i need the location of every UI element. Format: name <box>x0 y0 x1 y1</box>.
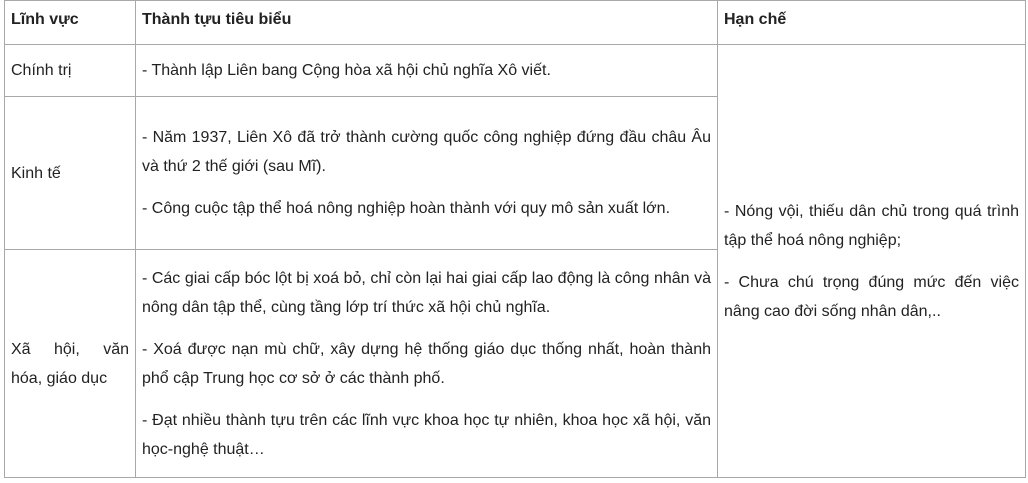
achievement-item: - Công cuộc tập thể hoá nông nghiệp hoàn thành với quy mô sản xuất lớn. <box>142 200 671 217</box>
header-achievements: Thành tựu tiêu biểu <box>136 1 718 45</box>
field-society <box>5 250 136 478</box>
achievements-economy <box>136 97 718 250</box>
achievement-item: - Xoá được nạn mù chữ, xây dựng hệ thống giáo dục thống nhất, hoàn thành phổ cập Trung học cơ sở ở các thành phố. <box>142 340 711 387</box>
achievements-society <box>136 250 718 478</box>
header-limitations: Hạn chế <box>718 1 1026 45</box>
achievement-item: - Năm 1937, Liên Xô đã trở thành cường quốc công nghiệp đứng đầu châu Âu và thứ 2 thế giới (sau Mĩ). <box>142 129 711 175</box>
limitation-item: - Chưa chú trọng đúng mức đến việc nâng cao đời sống nhân dân,.. <box>724 273 1019 320</box>
field-politics: Chính trị <box>5 45 136 97</box>
achievement-item: - Thành lập Liên bang Cộng hòa xã hội chủ nghĩa Xô viết. <box>142 62 551 79</box>
limitation-item: - Nóng vội, thiếu dân chủ trong quá trình tập thể hoá nông nghiệp; <box>724 202 1019 249</box>
achievements-politics <box>136 45 718 97</box>
field-economy: Kinh tế <box>5 97 136 250</box>
field-society-line1: Xã hội, văn <box>11 340 129 358</box>
field-society-line2: hóa, giáo dục <box>11 369 108 387</box>
table-row-politics <box>5 45 1026 97</box>
achievement-item: - Các giai cấp bóc lột bị xoá bỏ, chỉ còn lại hai giai cấp lao động là công nhân và nông dân tập thể, cùng tầng lớp trí thức xã hội chủ nghĩa. <box>142 269 711 316</box>
header-row <box>5 1 1026 45</box>
header-field: Lĩnh vực <box>5 1 136 45</box>
soviet-achievements-table <box>4 0 1026 478</box>
achievement-item: - Đạt nhiều thành tựu trên các lĩnh vực khoa học tự nhiên, khoa học xã hội, văn học-nghệ thuật… <box>142 411 711 458</box>
limitations-cell <box>718 45 1026 478</box>
